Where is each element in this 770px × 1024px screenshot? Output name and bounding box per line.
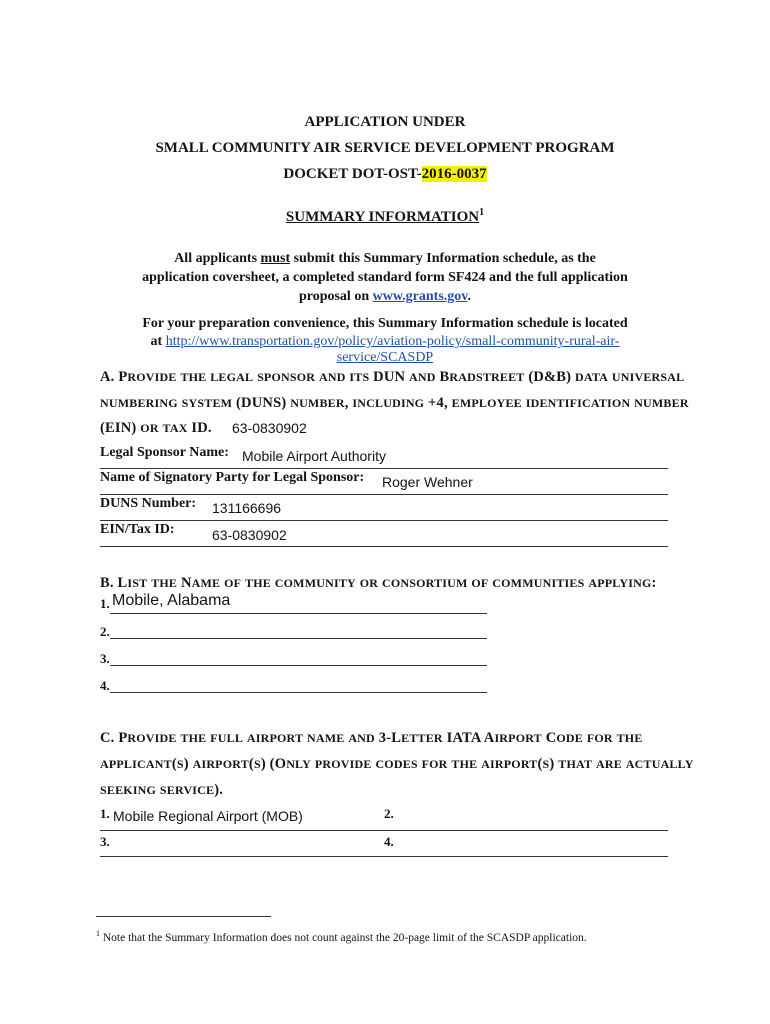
signatory-underline xyxy=(100,494,668,495)
community-num-4: 4. xyxy=(100,678,110,693)
intro-p1-end: . xyxy=(467,289,472,304)
footnote-text: Note that the Summary Information does not count against the 20-page limit of the SCASDP application. xyxy=(102,931,587,944)
airport-underline-1 xyxy=(100,830,668,831)
airport-value-1: Mobile Regional Airport (MOB) xyxy=(113,808,303,824)
airport-num-2: 2. xyxy=(384,806,394,821)
community-underline-4 xyxy=(110,692,487,693)
duns-underline xyxy=(100,520,668,521)
summary-title-line xyxy=(0,207,770,226)
footnote-num: 1 xyxy=(96,929,100,938)
ein-underline xyxy=(100,546,668,547)
community-underline-3 xyxy=(110,665,487,666)
section-c-line3: SEEKING SERVICE). xyxy=(100,782,224,798)
community-num-1: 1. xyxy=(100,596,110,611)
airport-num-1: 1. xyxy=(100,806,110,821)
section-a-line1: A. PROVIDE THE LEGAL SPONSOR AND ITS DUN AND BRADSTREET (D&B) DATA UNIVERSAL xyxy=(100,369,685,385)
legal-sponsor-label: Legal Sponsor Name: xyxy=(100,445,229,460)
community-underline-1 xyxy=(110,613,487,614)
airport-underline-2 xyxy=(100,856,668,857)
header-line2: SMALL COMMUNITY AIR SERVICE DEVELOPMENT PROGRAM xyxy=(155,140,615,156)
docket-prefix: DOCKET DOT-OST- xyxy=(283,166,422,182)
url-link-part2[interactable]: service/SCASDP xyxy=(336,350,434,365)
summary-title: SUMMARY INFORMATION xyxy=(285,209,480,225)
section-b-heading: B. LIST THE NAME OF THE COMMUNITY OR CONSORTIUM OF COMMUNITIES APPLYING: xyxy=(100,575,657,591)
intro-p1-line2: application coversheet, a completed standard form SF424 and the full application xyxy=(142,270,628,285)
ein-label: EIN/Tax ID: xyxy=(100,522,175,537)
intro-at: at xyxy=(150,334,163,349)
duns-label: DUNS Number: xyxy=(100,496,197,511)
grants-link[interactable]: www.grants.gov xyxy=(372,289,468,304)
ein-value: 63-0830902 xyxy=(212,527,287,543)
intro-p2-line3 xyxy=(0,350,770,366)
section-a-line3: (EIN) OR TAX ID. xyxy=(100,420,212,436)
ein-value-top: 63-0830902 xyxy=(232,420,307,436)
intro-p1-b: submit this Summary Information schedule, as the xyxy=(293,251,596,266)
docket-number: 2016-0037 xyxy=(421,166,487,182)
intro-p2-line1: For your preparation convenience, this Summary Information schedule is located xyxy=(142,316,628,331)
community-num-3: 3. xyxy=(100,651,110,666)
intro-p1-line1 xyxy=(0,251,770,267)
duns-value: 131166696 xyxy=(212,500,282,516)
community-underline-2 xyxy=(110,638,487,639)
intro-must: must xyxy=(260,251,291,266)
airport-num-3: 3. xyxy=(100,834,110,849)
footnote-separator xyxy=(96,916,271,917)
intro-p2-line2 xyxy=(0,334,770,350)
section-a-line2: NUMBERING SYSTEM (DUNS) NUMBER, INCLUDING +4, EMPLOYEE IDENTIFICATION NUMBER xyxy=(100,395,689,411)
community-value-1: Mobile, Alabama xyxy=(112,592,231,609)
footnote-ref: 1 xyxy=(479,207,485,218)
intro-p1-a: All applicants xyxy=(174,251,258,266)
legal-sponsor-value: Mobile Airport Authority xyxy=(242,448,386,464)
url-link-part1[interactable]: http://www.transportation.gov/policy/aviation-policy/small-community-rural-air- xyxy=(165,334,620,349)
header-line1: APPLICATION UNDER xyxy=(304,114,466,130)
intro-p1-line3 xyxy=(0,289,770,305)
signatory-value: Roger Wehner xyxy=(382,474,473,490)
section-c-line2: APPLICANT(S) AIRPORT(S) (ONLY PROVIDE CODES FOR THE AIRPORT(S) THAT ARE ACTUALLY xyxy=(100,756,694,772)
section-c-line1: C. PROVIDE THE FULL AIRPORT NAME AND 3-LETTER IATA AIRPORT CODE FOR THE xyxy=(100,730,643,746)
airport-num-4: 4. xyxy=(384,834,394,849)
legal-sponsor-underline xyxy=(100,468,668,469)
signatory-label: Name of Signatory Party for Legal Sponsor: xyxy=(100,470,365,485)
footnote xyxy=(96,929,587,944)
community-num-2: 2. xyxy=(100,624,110,639)
intro-p1-line3-text: proposal on xyxy=(298,289,370,304)
docket-line xyxy=(0,166,770,183)
